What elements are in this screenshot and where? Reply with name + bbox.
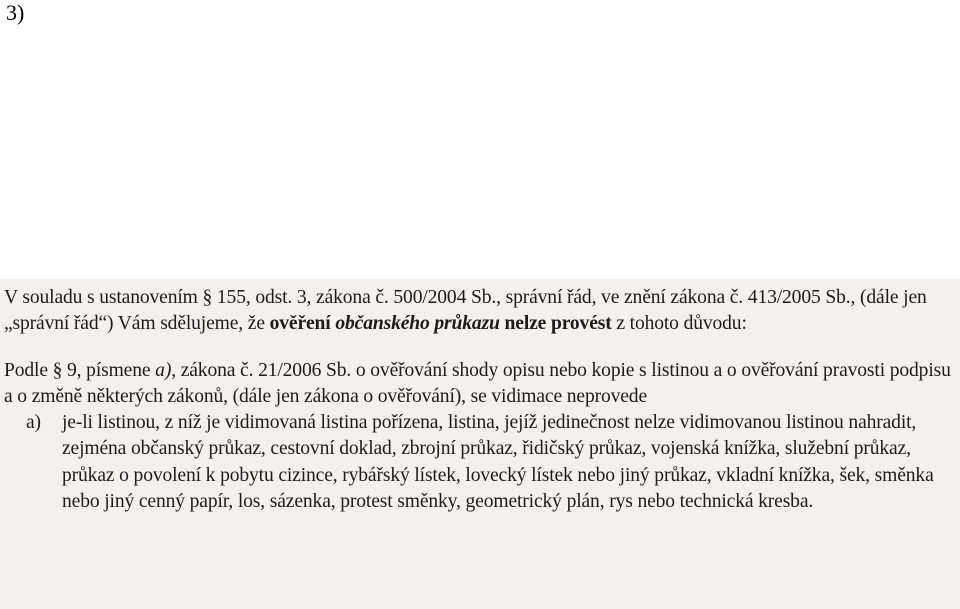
document-text [4, 285, 952, 515]
intro-bold-verification: ověření [269, 313, 336, 335]
intro-text: V souladu s ustanovením § 155, odst. 3, zákona č. 500/2004 Sb., správní řád, ve znění zákona č. 413/2005 Sb., (dále jen „správní řád“) Vám sdělujeme, že [4, 287, 927, 335]
slide-number: 3) [6, 0, 25, 25]
list-item-a [4, 410, 952, 515]
intro-bold-cannot: nelze provést [499, 313, 612, 335]
paragraph-intro [4, 285, 952, 338]
list-marker: a) [26, 412, 41, 434]
paragraph-law [4, 358, 952, 411]
intro-bold-id-card: občanského průkazu [335, 313, 500, 335]
law-letter: a) [155, 359, 172, 381]
list-item-text: je-li listinou, z níž je vidimovaná listina pořízena, listina, jejíž jedinečnost nelze vidimovanou listinou nahradit, zejména občanský průkaz, cestovní doklad, zbrojní průkaz, řidičský průkaz, vojenská knížka, služební průkaz, průkaz o povolení k pobytu cizince, rybářský lístek, lovecký lístek nebo jiný průkaz, vkladní knížka, šek, směnka nebo jiný cenný papír, los, sázenka, protest směnky, geometrický plán, rys nebo technická kresba. [62, 412, 934, 513]
law-text-start: Podle § 9, písmene [4, 359, 156, 381]
scanned-document [0, 279, 960, 609]
law-text-rest: , zákona č. 21/2006 Sb. o ověřování shody opisu nebo kopie s listinou a o ověřování pravosti podpisu a o změně některých zákonů, (dále jen zákona o ověřování), se vidimace neprovede [4, 359, 951, 407]
intro-reason: z tohoto důvodu: [611, 313, 747, 335]
